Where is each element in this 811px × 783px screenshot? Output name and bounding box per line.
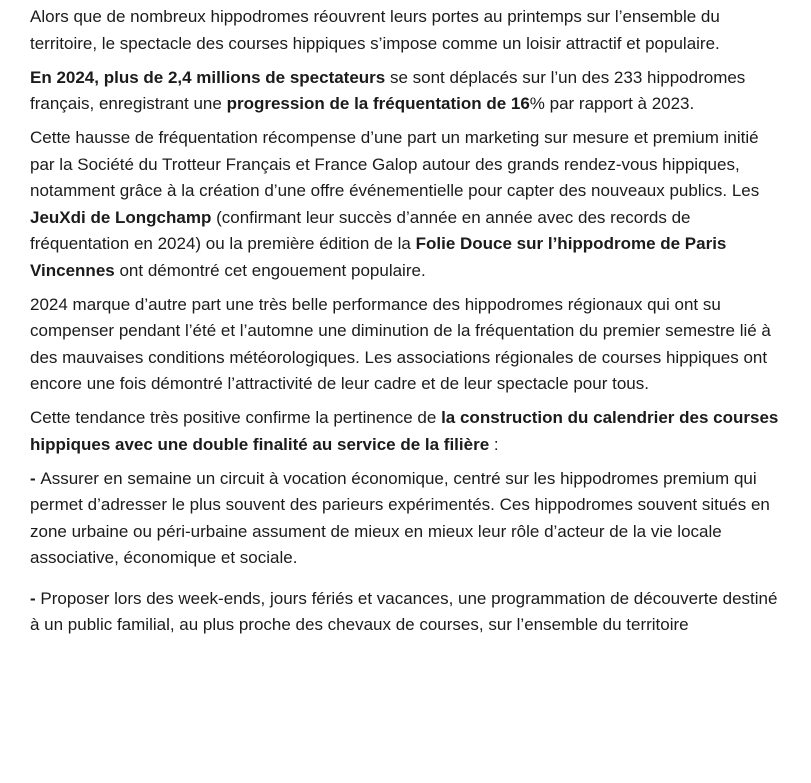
paragraph-marketing [30, 125, 785, 284]
paragraph-hippodromes-regionaux [30, 292, 785, 398]
text-segment: (confirmant leur succès d’année en année avec des records de fréquentation en 2024) ou la première édition de la [30, 207, 691, 253]
text-segment: % par rapport à 2023. [529, 94, 695, 113]
paragraph-calendrier [30, 405, 785, 458]
paragraph-programmation-weekend [30, 586, 785, 639]
text-segment: se sont déplacés sur l’un des 233 hippodromes français, enregistrant une [30, 67, 746, 113]
text-segment: - [30, 468, 41, 488]
paragraph-circuit-economique [30, 466, 785, 572]
text-segment: Folie Douce sur l’hippodrome de Paris Vincennes [30, 234, 727, 280]
text-segment: - [30, 588, 41, 608]
text-segment: la construction du calendrier des courses hippiques avec une double finalité au service de la filière [30, 408, 779, 454]
text-segment: JeuXdi de Longchamp [30, 207, 212, 227]
text-segment: Cette hausse de fréquentation récompense d’une part un marketing sur mesure et premium initié par la Société du Trotteur Français et France Galop autour des grands rendez-vous hippiques, notamment grâce à la création d’une offre événementielle pour capter des nouveaux publics. Les [30, 128, 760, 200]
text-segment: progression de la fréquentation de 16 [226, 94, 530, 113]
text-segment: 2024 marque d’autre part une très belle performance des hippodromes régionaux qui ont su compenser pendant l’été et l’automne une diminution de la fréquentation du premier semestre lié à des mauvaises conditions météorologiques. Les associations régionales de courses hippiques ont encore une fois démontré l’attractivité de leur cadre et de leur spectacle pour tous. [30, 294, 771, 393]
text-segment: Alors que de nombreux hippodromes réouvrent leurs portes au printemps sur l’ensemble du territoire, le spectacle des courses hippiques s’impose comme un loisir attractif et populaire. [30, 7, 720, 53]
text-segment: En 2024, plus de 2,4 millions de spectateurs [30, 67, 386, 87]
text-segment: Proposer lors des week-ends, jours fériés et vacances, une programmation de découverte destiné à un public familial, au plus proche des chevaux de courses, sur l’ensemble du territoire [30, 588, 778, 634]
paragraph-intro [30, 4, 785, 57]
paragraph-frequentation-2024 [30, 65, 785, 118]
text-segment: Cette tendance très positive confirme la pertinence de [30, 408, 442, 427]
text-segment: : [489, 434, 499, 454]
text-segment: Assurer en semaine un circuit à vocation économique, centré sur les hippodromes premium qui permet d’adresser le plus souvent des parieurs expérimentés. Ces hippodromes souvent situés en zone urbaine ou péri-urbaine assument de mieux en mieux leur rôle d’acteur de la vie locale associative, économique et sociale. [30, 468, 770, 567]
text-segment: ont démontré cet engouement populaire. [114, 260, 426, 280]
